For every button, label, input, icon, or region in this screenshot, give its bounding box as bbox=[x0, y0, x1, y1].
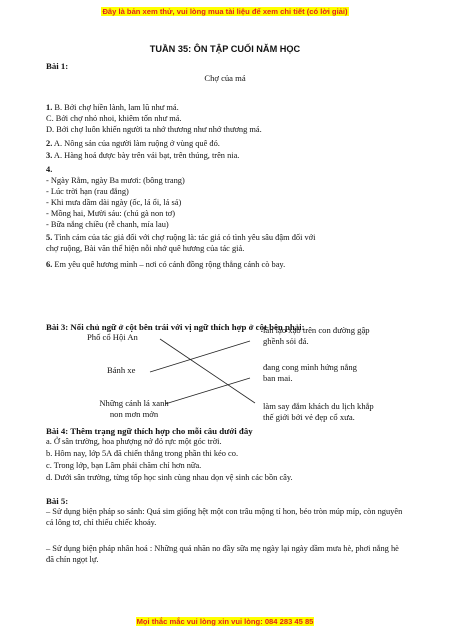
bai4-line: d. Dưới sân trường, từng tốp học sinh cùng nhau dọn vệ sinh các bồn cây. bbox=[46, 473, 293, 482]
match-line-banh-xe bbox=[150, 341, 250, 372]
answer-text: A. Hàng hoá được bày trên vải bạt, trên thúng, trên nia. bbox=[52, 151, 240, 160]
bai5-heading: Bài 5: bbox=[46, 496, 69, 506]
answer-text: chợ ruộng, Bài văn thể hiện nỗi nhớ quê hương của tác giả. bbox=[46, 244, 245, 253]
answer-number: 1. bbox=[46, 103, 53, 112]
answer-text: C. Bởi chợ nhỏ nhoi, khiêm tốn như má. bbox=[46, 114, 182, 123]
subject-pho-co-hoi-an: Phố cổ Hội An bbox=[87, 332, 138, 342]
match-line-pho-co bbox=[160, 339, 255, 403]
answer-text: Em yêu quê hương mình – nơi có cánh đồng rộng thẳng cánh cò bay. bbox=[52, 260, 286, 269]
bai1-subtitle: Chợ của má bbox=[204, 73, 246, 83]
answer-number: 3. bbox=[46, 151, 53, 160]
bai5-nhan-hoa: – Sử dụng biện pháp nhân hoá : Những quả nhãn no đầy sữa mẹ ngày lại ngày dầm mưa hè, phơi nắng hè đã chín ngọt lự. bbox=[46, 544, 399, 564]
answer-text: D. Bởi chợ luôn khiến người ta nhớ thương như nhớ thương má. bbox=[46, 125, 262, 134]
answer-text: - Khi mưa dầm dài ngày (ốc, lá ổi, lá sả) bbox=[46, 198, 182, 207]
subject-banh-xe: Bánh xe bbox=[107, 365, 136, 375]
page-title: TUẦN 35: ÔN TẬP CUỐI NĂM HỌC bbox=[149, 44, 301, 54]
predicate-dang-cong-minh: đang cong mình hứng nắng ban mai. bbox=[263, 362, 357, 383]
predicate-lam-say-dam: làm say đắm khách du lịch khắp thế giới bởi vẻ đẹp cổ xưa. bbox=[263, 401, 374, 422]
preview-banner: Đây là bản xem thử, vui lòng mua tài liệu để xem chi tiết (có lời giải) bbox=[102, 7, 348, 16]
bai4-line: b. Hôm nay, lớp 5A đã chiến thắng trong phần thi kéo co. bbox=[46, 449, 239, 458]
answer-text: A. Nông sản của người làm ruộng ở vùng quê đó. bbox=[52, 139, 220, 148]
subject-nhung-canh-la-xanh: Những cánh lá xanh non mơn mởn bbox=[99, 398, 169, 419]
bai3-heading: Bài 3: Nối chủ ngữ ở cột bên trái với vị ngữ thích hợp ở cột bên phải: bbox=[46, 322, 305, 332]
bai5-so-sanh: – Sử dụng biện pháp so sánh: Quả sim giống hệt một con trâu mộng tí hon, béo tròn múp míp, còn nguyên cả lông tơ, chỉ thiếu chiếc khoáy. bbox=[46, 507, 403, 527]
answer-number: 4. bbox=[46, 165, 53, 174]
bai4-line: a. Ở sân trường, hoa phượng nở đỏ rực một góc trời. bbox=[46, 437, 222, 446]
answer-number: 6. bbox=[46, 260, 53, 269]
bai4-heading: Bài 4: Thêm trạng ngữ thích hợp cho mỗi câu dưới đây bbox=[46, 426, 253, 436]
answer-text: - Mồng hai, Mười sáu: (chú gà non tơ) bbox=[46, 209, 175, 218]
answer-text: Tình cảm của tác giả đối với chợ ruộng là: tác giả có tình yêu sâu đậm đối với bbox=[52, 233, 316, 242]
answer-text: B. Bởi chợ hiền lành, lam lũ như má. bbox=[52, 103, 179, 112]
answer-number: 2. bbox=[46, 139, 53, 148]
answer-text: - Bữa nắng chiều (rễ chanh, mía lau) bbox=[46, 220, 169, 229]
answer-text: - Ngày Rằm, ngày Ba mươi: (bông trang) bbox=[46, 176, 185, 185]
contact-banner: Mọi thắc mắc vui lòng xin vui lòng: 084 283 45 85 bbox=[136, 617, 314, 626]
bai4-line: c. Trong lớp, bạn Lâm phải chăm chỉ hơn nữa. bbox=[46, 461, 202, 470]
answer-number: 5. bbox=[46, 233, 53, 242]
bai1-heading: Bài 1: bbox=[46, 61, 69, 71]
predicate-lan-lao-xao: lăn lạo xạo trên con đường gập ghềnh sỏi đá. bbox=[263, 325, 370, 346]
answer-text: - Lúc trời hạn (rau đắng) bbox=[46, 187, 129, 196]
